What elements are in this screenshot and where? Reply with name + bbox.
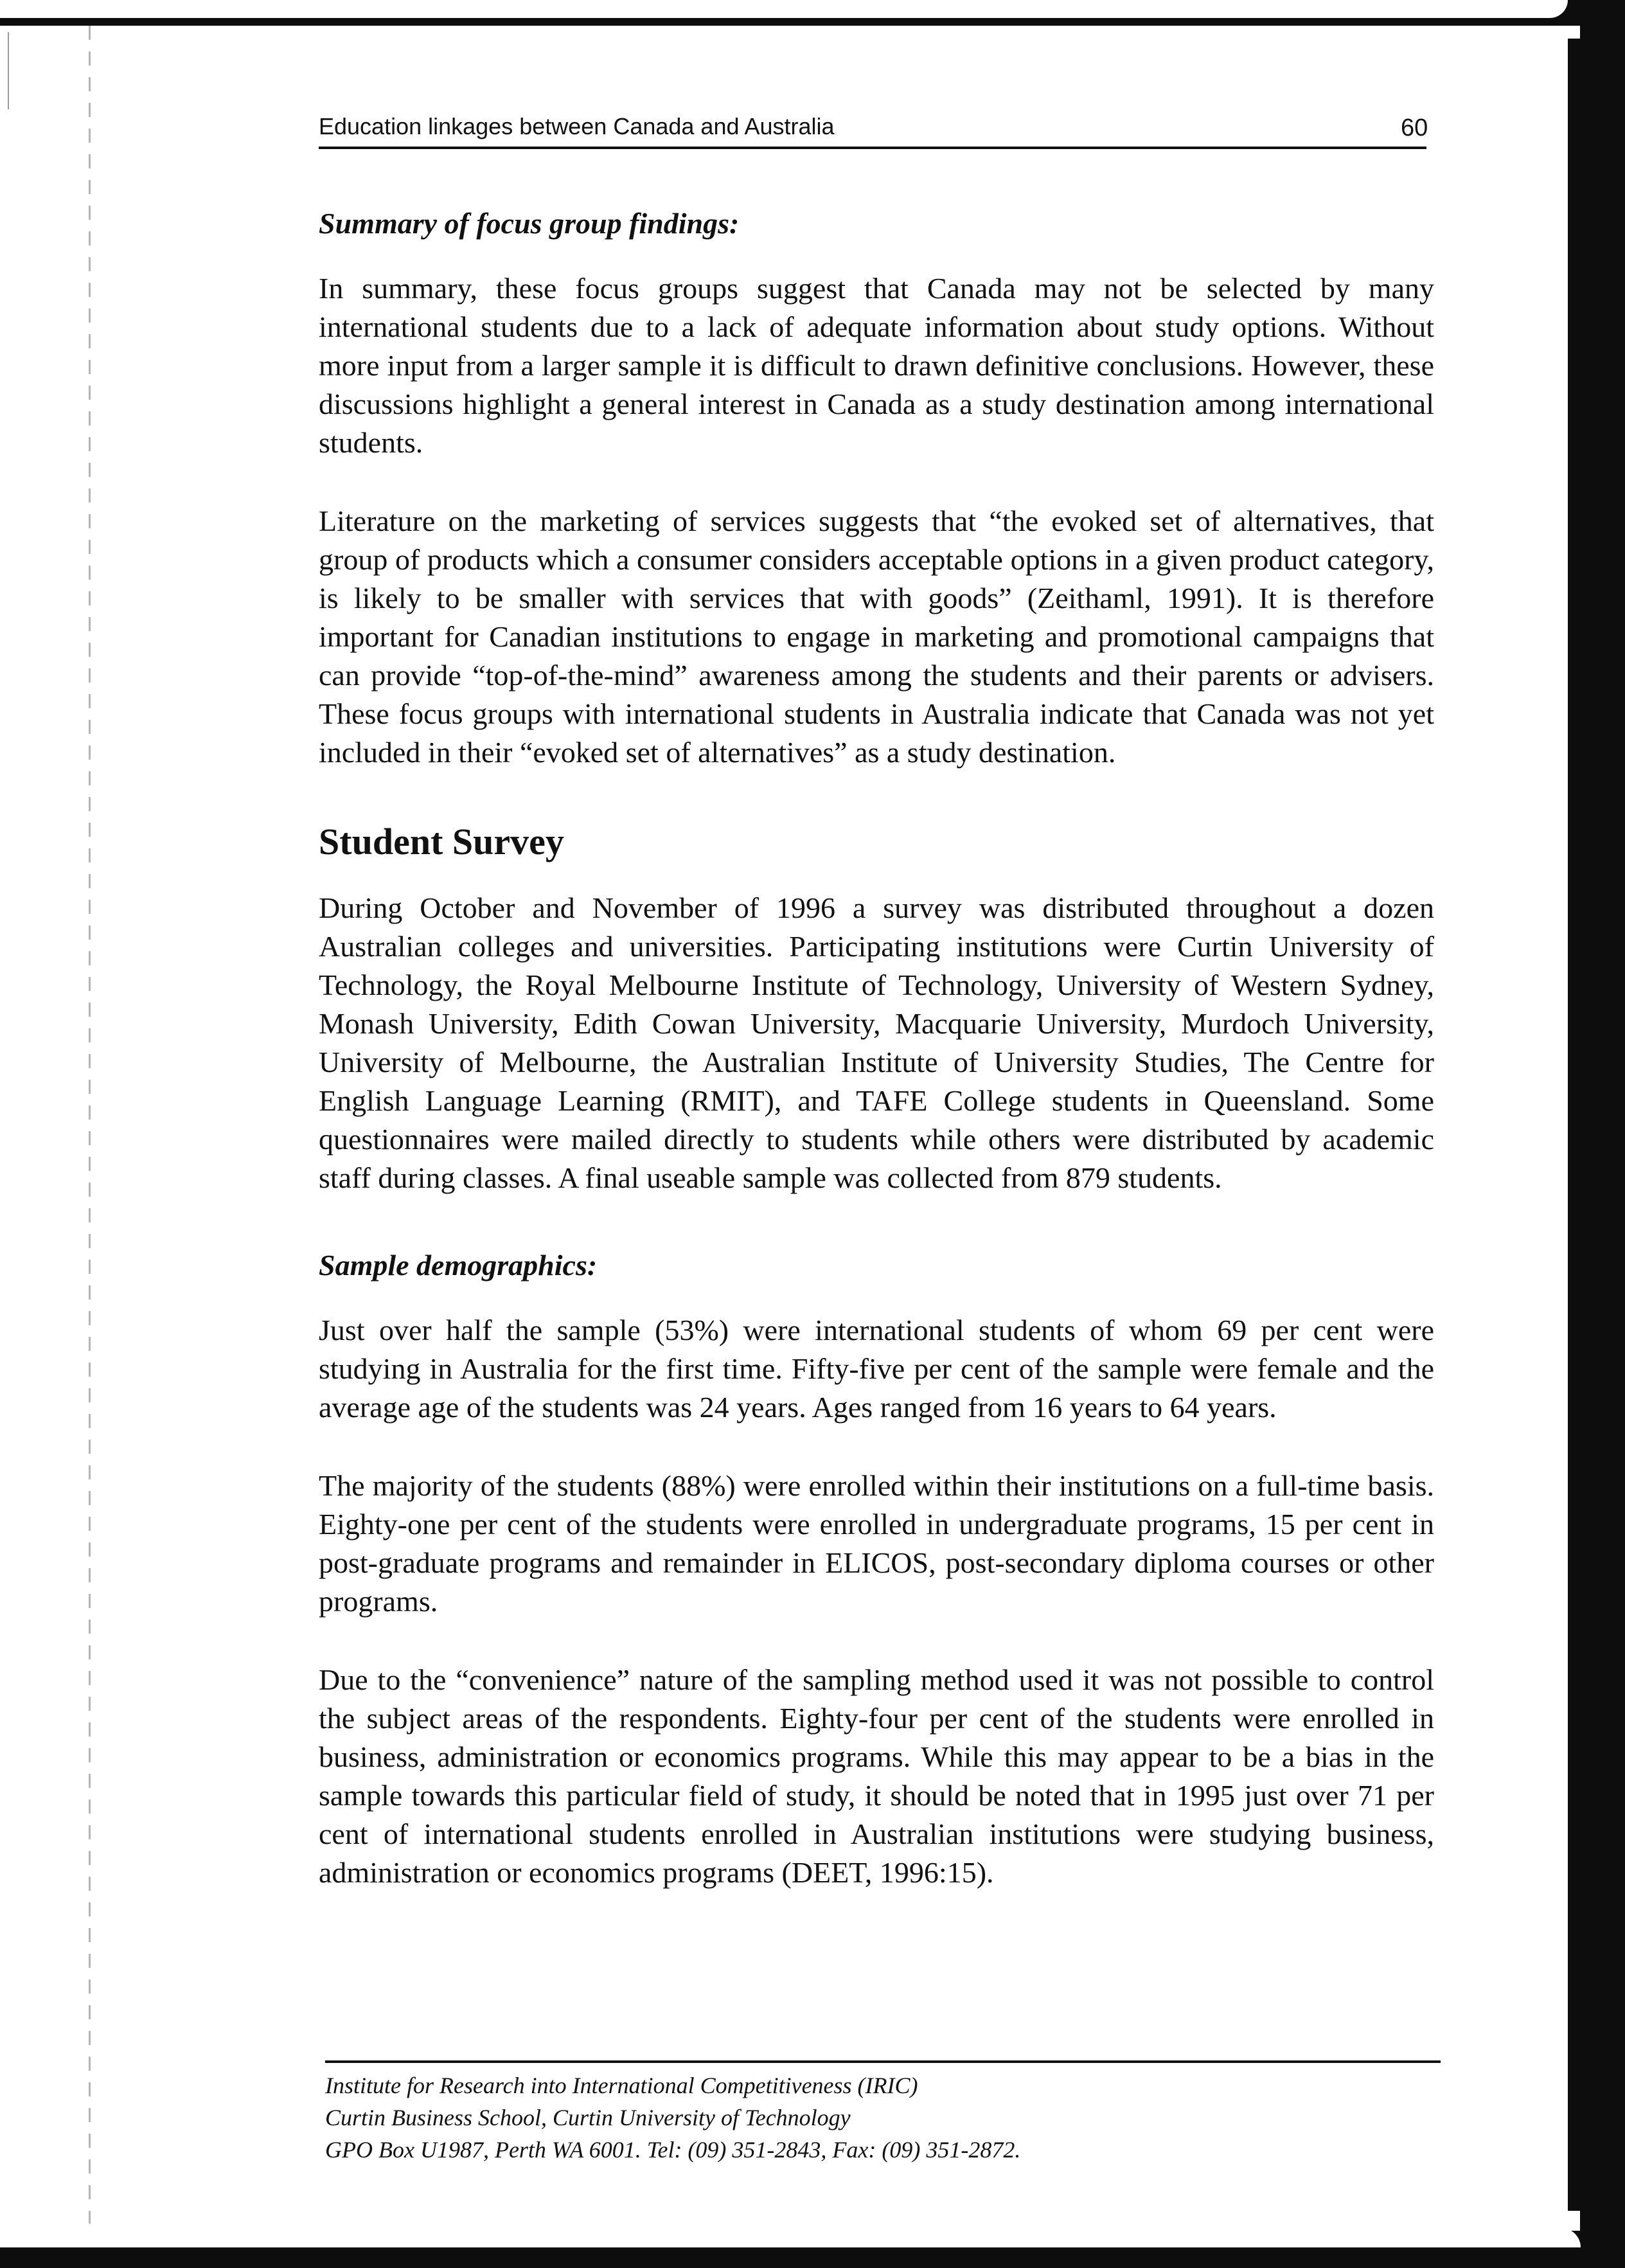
- paragraph: Literature on the marketing of services suggests that “the evoked set of alternatives, that group of products which a consumer considers acceptable options in a given product category, is likely to be smaller with services that with goods” (Zeithaml, 1991). It is therefore important for Canadian institutions to engage in marketing and promotional campaigns that can provide “top-of-the-mind” awareness among the students and their parents or advisers. These focus groups with international students in Australia indicate that Canada was not yet included in their “evoked set of alternatives” as a study destination.: [319, 504, 1434, 769]
- paragraph: The majority of the students (88%) were enrolled within their institutions on a full-time basis. Eighty-one per cent of the students were enrolled in undergraduate programs, 15 per cent in post-graduate programs and remainder in ELICOS, post-secondary diploma courses or other programs.: [319, 1469, 1434, 1618]
- scan-edge-mark: [8, 32, 9, 109]
- running-header: [319, 111, 1426, 149]
- page-number: 60: [1401, 114, 1428, 141]
- running-title: Education linkages between Canada and Australia: [319, 113, 835, 139]
- scan-border-right: [1580, 0, 1625, 2268]
- footer-institute: Institute for Research into International Competitiveness (IRIC): [325, 2073, 918, 2098]
- scan-border-bottom-inner: [0, 2228, 1581, 2247]
- scan-binding-line: [89, 26, 91, 2224]
- paragraph: Due to the “convenience” nature of the sampling method used it was not possible to control the subject areas of the respondents. Eighty-four per cent of the students were enrolled in business, administration or economics programs. While this may appear to be a bias in the sample towards this particular field of study, it should be noted that in 1995 just over 71 per cent of international students enrolled in Australian institutions were studying business, administration or economics programs (DEET, 1996:15).: [319, 1663, 1434, 1889]
- section-heading-student-survey: Student Survey: [319, 821, 564, 863]
- scan-border-right-inner: [1568, 39, 1582, 2211]
- page-content: [319, 206, 1434, 1932]
- paragraph: Just over half the sample (53%) were international students of whom 69 per cent were studying in Australia for the first time. Fifty-five per cent of the sample were female and the average age of the students was 24 years. Ages ranged from 16 years to 64 years.: [319, 1313, 1434, 1424]
- section-subheading-demographics: Sample demographics:: [319, 1248, 598, 1281]
- scan-border-top-inner: [0, 0, 1568, 18]
- page-footer: [325, 2060, 1441, 2166]
- footer-address: GPO Box U1987, Perth WA 6001. Tel: (09) 351-2843, Fax: (09) 351-2872.: [325, 2137, 1021, 2163]
- section-subheading-summary: Summary of focus group findings:: [319, 207, 740, 240]
- footer-school: Curtin Business School, Curtin University of Technology: [325, 2105, 851, 2130]
- paragraph: In summary, these focus groups suggest that Canada may not be selected by many international students due to a lack of adequate information about study options. Without more input from a larger sample it is difficult to drawn definitive conclusions. However, these discussions highlight a general interest in Canada as a study destination among international students.: [319, 272, 1434, 460]
- paragraph: During October and November of 1996 a survey was distributed throughout a dozen Australian colleges and universities. Participating institutions were Curtin University of Technology, the Royal Melbourne Institute of Technology, University of Western Sydney, Monash University, Edith Cowan University, Macquarie University, Murdoch University, University of Melbourne, the Australian Institute of University Studies, The Centre for English Language Learning (RMIT), and TAFE College students in Queensland. Some questionnaires were mailed directly to students while others were distributed by academic staff during classes. A final useable sample was collected from 879 students.: [319, 891, 1434, 1194]
